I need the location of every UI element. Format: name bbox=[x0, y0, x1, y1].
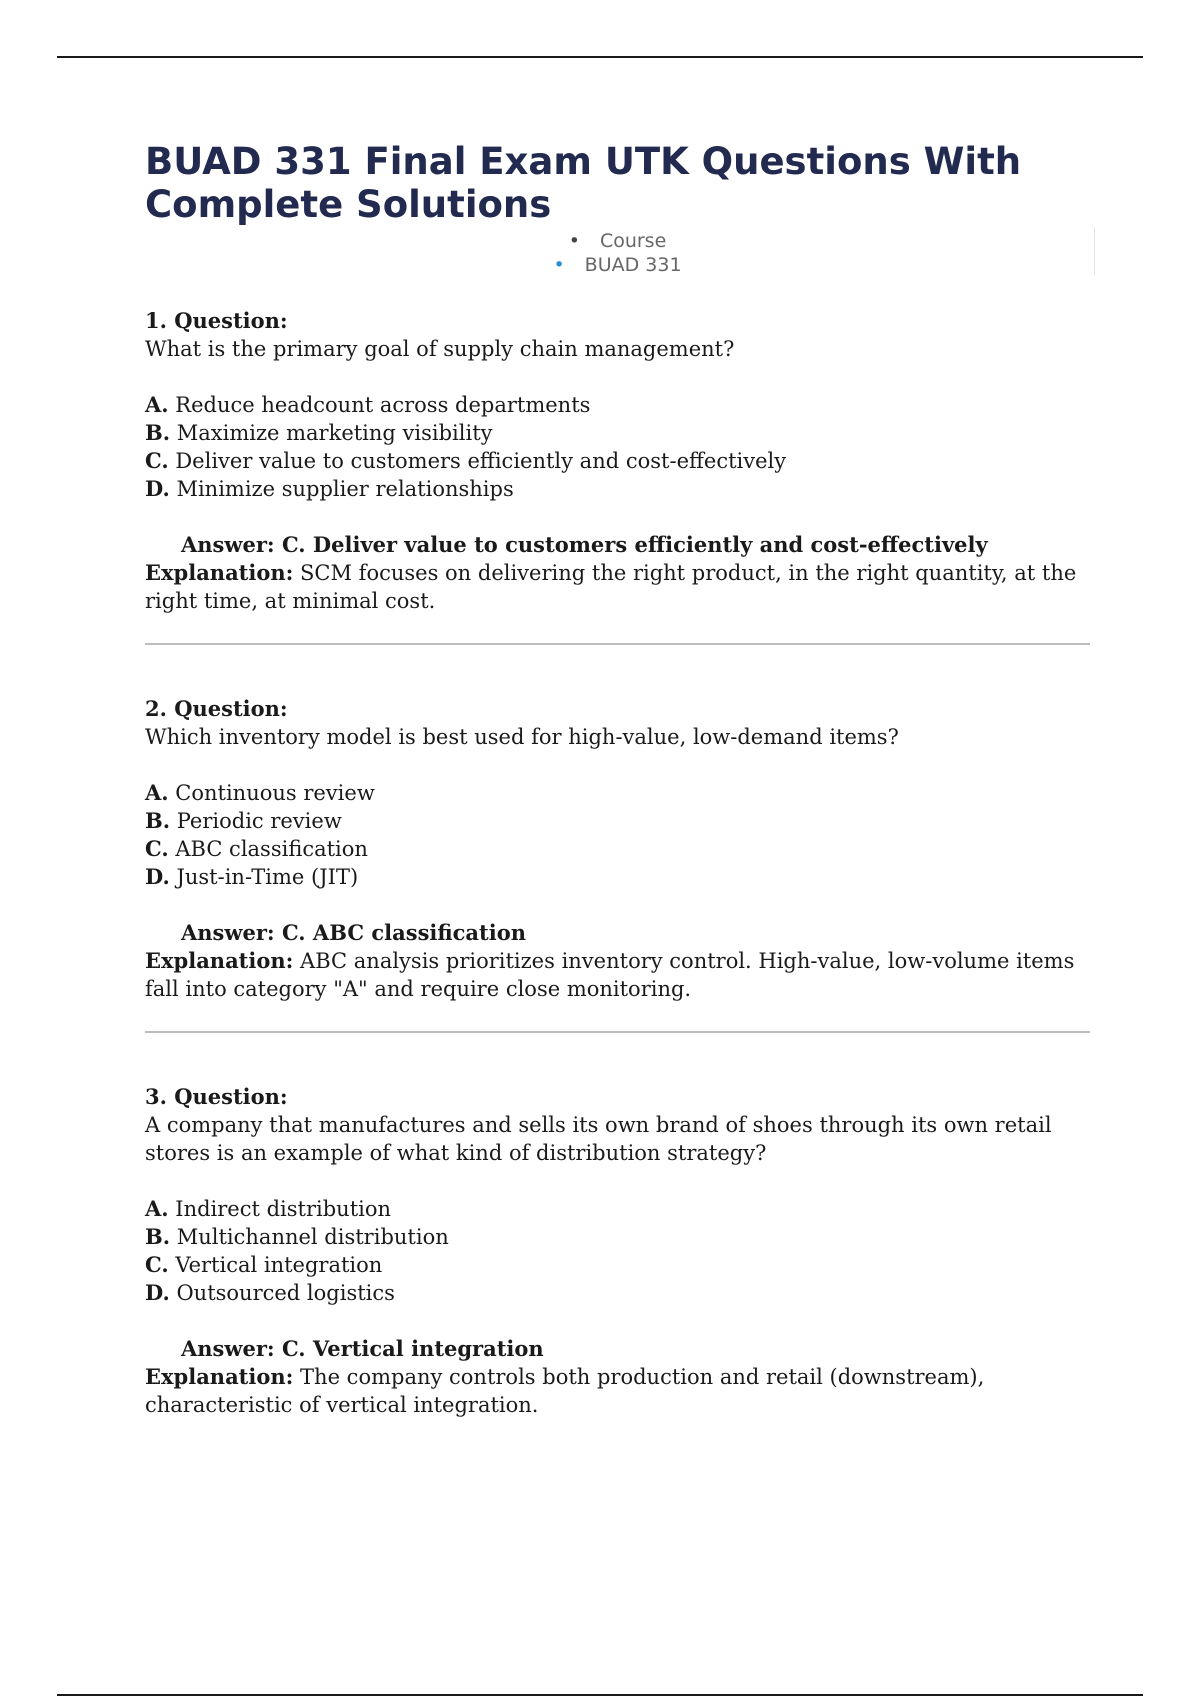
option-letter: D. bbox=[145, 864, 170, 889]
option-text: Vertical integration bbox=[168, 1253, 383, 1277]
meta-label: Course bbox=[599, 230, 667, 252]
option-c bbox=[145, 447, 1090, 475]
option-a bbox=[145, 391, 1090, 419]
option-text: Continuous review bbox=[168, 781, 375, 805]
option-b bbox=[145, 419, 1090, 447]
option-text: Maximize marketing visibility bbox=[170, 421, 493, 445]
bullet-icon: • bbox=[553, 254, 565, 276]
option-c bbox=[145, 835, 1090, 863]
option-text: Outsourced logistics bbox=[169, 1281, 395, 1305]
course-meta-list bbox=[145, 229, 1090, 277]
option-c bbox=[145, 1251, 1090, 1279]
option-d bbox=[145, 475, 1090, 503]
option-letter: B. bbox=[145, 808, 171, 833]
meta-item-course bbox=[145, 229, 1090, 253]
option-letter: D. bbox=[145, 476, 170, 501]
option-text: Multichannel distribution bbox=[170, 1225, 449, 1249]
option-letter: C. bbox=[145, 448, 169, 473]
document-body bbox=[145, 140, 1090, 1419]
explanation-label: Explanation: bbox=[145, 560, 294, 585]
explanation-text: The company controls both production and retail (downstream), characteristic of vertical integration. bbox=[145, 1365, 985, 1417]
answer-line: Answer: C. Vertical integration bbox=[181, 1336, 544, 1361]
option-text: Indirect distribution bbox=[168, 1197, 392, 1221]
bottom-rule bbox=[57, 1694, 1143, 1696]
option-text: Deliver value to customers efficiently and cost-effectively bbox=[168, 449, 787, 473]
question-block bbox=[145, 1083, 1090, 1419]
option-list bbox=[145, 391, 1090, 503]
explanation-label: Explanation: bbox=[145, 948, 294, 973]
question-heading: 2. Question: bbox=[145, 696, 288, 721]
explanation-label: Explanation: bbox=[145, 1364, 294, 1389]
option-a bbox=[145, 1195, 1090, 1223]
option-letter: A. bbox=[145, 780, 169, 805]
option-letter: C. bbox=[145, 836, 169, 861]
top-rule bbox=[57, 56, 1143, 58]
option-list bbox=[145, 779, 1090, 891]
option-letter: A. bbox=[145, 392, 169, 417]
question-block bbox=[145, 695, 1090, 1003]
answer-line: Answer: C. Deliver value to customers efficiently and cost-effectively bbox=[181, 532, 988, 557]
question-separator bbox=[145, 1031, 1090, 1033]
document-title: BUAD 331 Final Exam UTK Questions With Complete Solutions bbox=[145, 140, 1022, 226]
option-text: Periodic review bbox=[170, 809, 342, 833]
option-letter: B. bbox=[145, 420, 171, 445]
option-text: ABC classification bbox=[168, 837, 368, 861]
meta-divider bbox=[1094, 227, 1095, 275]
option-letter: C. bbox=[145, 1252, 169, 1277]
option-text: Reduce headcount across departments bbox=[168, 393, 591, 417]
meta-item-course-code[interactable] bbox=[145, 253, 1090, 277]
question-heading: 1. Question: bbox=[145, 308, 288, 333]
option-text: Just-in-Time (JIT) bbox=[169, 865, 359, 889]
option-list bbox=[145, 1195, 1090, 1307]
question-text: What is the primary goal of supply chain management? bbox=[145, 337, 735, 361]
option-letter: D. bbox=[145, 1280, 170, 1305]
answer-line: Answer: C. ABC classification bbox=[181, 920, 526, 945]
explanation bbox=[145, 559, 1090, 615]
explanation-text: SCM focuses on delivering the right product, in the right quantity, at the right time, at minimal cost. bbox=[145, 561, 1077, 613]
bullet-icon: • bbox=[568, 230, 580, 252]
question-block bbox=[145, 307, 1090, 615]
option-b bbox=[145, 807, 1090, 835]
option-d bbox=[145, 1279, 1090, 1307]
question-text: Which inventory model is best used for high-value, low-demand items? bbox=[145, 725, 899, 749]
course-code-link[interactable]: BUAD 331 bbox=[584, 254, 682, 276]
option-b bbox=[145, 1223, 1090, 1251]
option-d bbox=[145, 863, 1090, 891]
option-text: Minimize supplier relationships bbox=[169, 477, 514, 501]
explanation-text: ABC analysis prioritizes inventory control. High-value, low-volume items fall into category "A" and require close monitoring. bbox=[145, 949, 1075, 1001]
question-separator bbox=[145, 643, 1090, 645]
option-a bbox=[145, 779, 1090, 807]
explanation bbox=[145, 1363, 1090, 1419]
option-letter: B. bbox=[145, 1224, 171, 1249]
question-heading: 3. Question: bbox=[145, 1084, 288, 1109]
explanation bbox=[145, 947, 1090, 1003]
question-text: A company that manufactures and sells its own brand of shoes through its own retail stores is an example of what kind of distribution strategy? bbox=[145, 1113, 1052, 1165]
option-letter: A. bbox=[145, 1196, 169, 1221]
